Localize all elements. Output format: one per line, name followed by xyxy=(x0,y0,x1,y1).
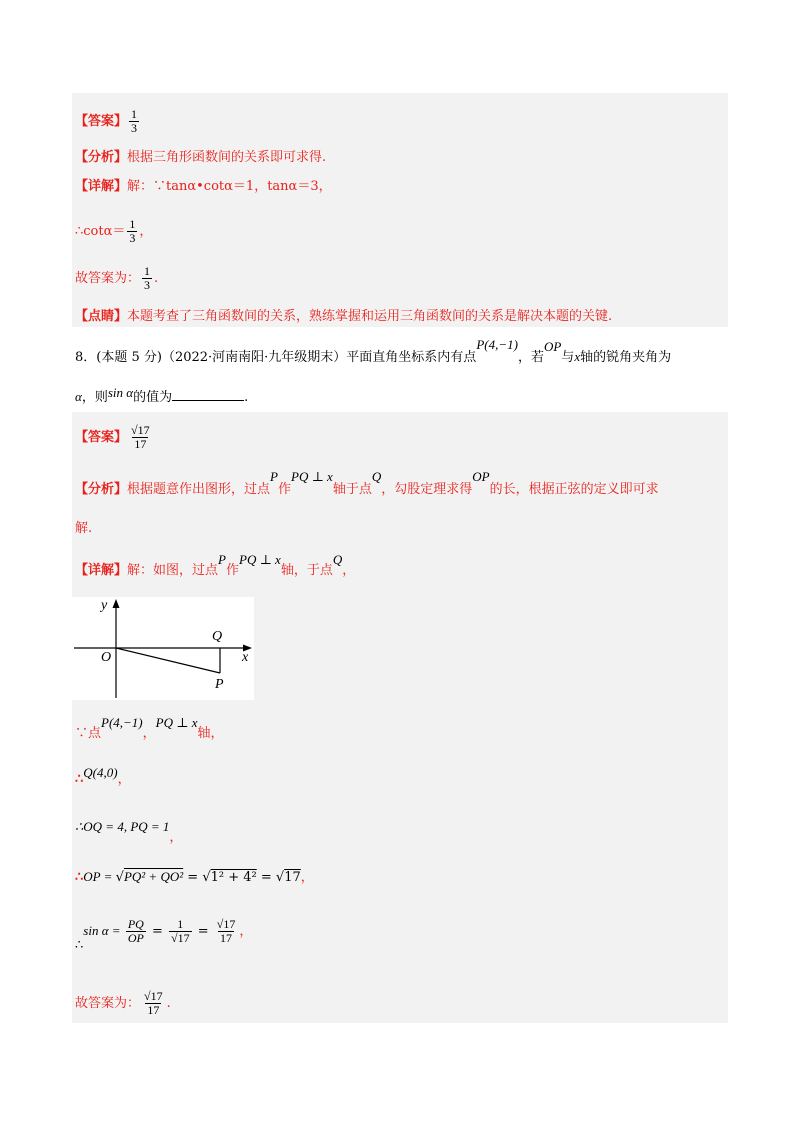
q8-because-line: ∵点P(4,−1)，PQ ⊥ x轴， xyxy=(75,715,224,741)
point-q-label: Q xyxy=(212,629,223,644)
q8-answer-line xyxy=(75,424,154,451)
q7-comment-line xyxy=(75,308,612,326)
point-p-coord: P(4,−1) xyxy=(476,337,518,352)
analysis-label: 【分析】 xyxy=(75,482,128,497)
q7-step1-line: ∴cotα＝ $\frac{1}{3}$ ， xyxy=(75,217,153,245)
comment-text: 本题考查了三角函数间的关系，熟练掌握和运用三角函数间的关系是解决本题的关键. xyxy=(127,309,613,324)
answer-fraction: $\frac{1}{3}$ xyxy=(131,107,138,135)
sin-fraction-3: $\frac{√17}{17}$ xyxy=(216,917,236,945)
q7-answer-line xyxy=(75,108,141,135)
q8-sin-line: ∴sin α = $\frac{PQ}{OP}$ = $\frac{1}{√17}$ = $\frac{√17}{17}$ ， xyxy=(75,917,253,953)
q8-stem-line2: α，则sin α的值为 . xyxy=(75,385,249,405)
segment-op xyxy=(116,648,220,673)
sin-fraction-2: $\frac{1}{√17}$ xyxy=(170,917,190,945)
comment-label: 【点睛】 xyxy=(75,309,128,324)
final-fraction: $\frac{√17}{17}$ xyxy=(144,989,163,1017)
q7-final-line: 故答案为： $\frac{1}{3}$ . xyxy=(75,264,159,292)
detail-text: 解：∵tanα•cotα＝1，tanα＝3， xyxy=(127,179,332,194)
q8-q-point-line: ∴Q(4,0)， xyxy=(75,765,131,787)
q7-solution-block xyxy=(72,93,728,327)
final-fraction: $\frac{1}{3}$ xyxy=(144,264,151,292)
y-axis-arrow xyxy=(113,599,120,608)
answer-label: 【答案】 xyxy=(75,430,128,445)
op-var: OP xyxy=(543,339,562,354)
coordinate-figure xyxy=(72,597,254,700)
q8-analysis-line2: 解. xyxy=(75,521,93,536)
y-axis-label: y xyxy=(101,598,108,613)
q8-op-line: ∴OP = √PQ² + QO² = √1² + 4² = √17， xyxy=(75,869,314,885)
q7-analysis-line xyxy=(75,149,326,167)
step1-fraction: $\frac{1}{3}$ xyxy=(129,217,136,245)
q7-detail-line xyxy=(75,178,332,196)
q8-stem-line1: 8．(本题 5 分)（2022·河南南阳·九年级期末）平面直角坐标系内有点P(4,−1)，若OP与x轴的锐角夹角为 xyxy=(75,337,672,365)
q8-oq-line: ∴OQ = 4, PQ = 1， xyxy=(75,819,183,845)
origin-label: O xyxy=(101,650,112,665)
answer-fraction: $\frac{√17}{17}$ xyxy=(131,423,150,451)
sin-alpha: sin α xyxy=(107,385,134,400)
detail-label: 【详解】 xyxy=(75,179,128,194)
answer-blank xyxy=(172,388,244,401)
analysis-text: 根据三角形函数间的关系即可求得. xyxy=(127,150,327,165)
coordinate-diagram xyxy=(72,597,254,700)
q8-analysis-line1: 【分析】根据题意作出图形，过点P作PQ ⊥ x轴于点Q，勾股定理求得OP的长，根据正弦的定义即可求 xyxy=(75,469,659,497)
analysis-label: 【分析】 xyxy=(75,150,128,165)
x-axis-label: x xyxy=(242,650,249,665)
detail-label: 【详解】 xyxy=(75,563,128,578)
answer-label: 【答案】 xyxy=(75,114,128,129)
q8-final-line: 故答案为： $\frac{√17}{17}$ . xyxy=(75,989,171,1017)
sin-fraction-1: $\frac{PQ}{OP}$ xyxy=(127,917,144,945)
point-p-label: P xyxy=(215,677,224,692)
q8-detail-line: 【详解】解：如图，过点P作PQ ⊥ x轴，于点Q， xyxy=(75,552,356,578)
